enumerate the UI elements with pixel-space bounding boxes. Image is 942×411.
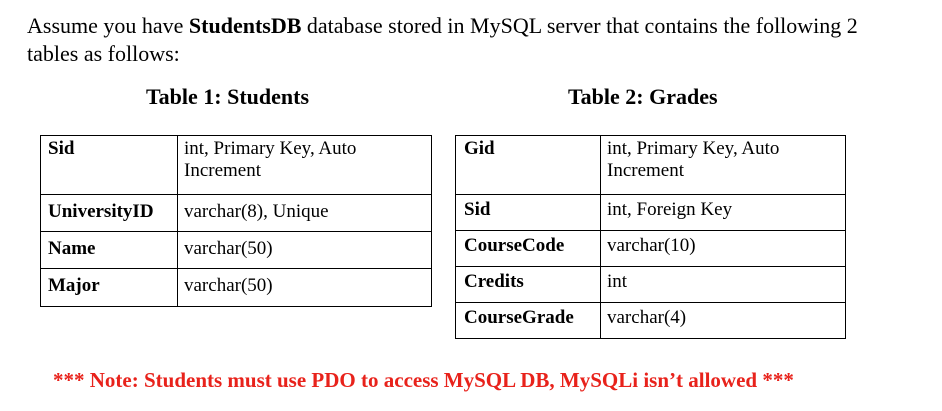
table-row <box>41 269 432 307</box>
field-type: varchar(10) <box>601 231 846 267</box>
table1-caption: Table 1: Students <box>146 84 310 109</box>
field-type: int, Primary Key, Auto Increment <box>601 136 846 195</box>
table-row <box>456 267 846 303</box>
database-name: StudentsDB <box>188 13 302 38</box>
intro-text-2: database stored in MySQL server that contains the following 2 tables as follows: <box>27 13 858 66</box>
students-table <box>40 135 432 307</box>
field-name: CourseGrade <box>456 303 601 339</box>
field-name: UniversityID <box>41 195 178 232</box>
field-type: int, Primary Key, Auto Increment <box>178 136 432 195</box>
table-row <box>456 231 846 267</box>
table2-caption: Table 2: Grades <box>568 84 718 109</box>
field-name: Sid <box>41 136 178 195</box>
table-row <box>456 136 846 195</box>
field-name: Major <box>41 269 178 307</box>
field-name: CourseCode <box>456 231 601 267</box>
grades-table <box>455 135 846 339</box>
field-name: Gid <box>456 136 601 195</box>
table-row <box>41 232 432 269</box>
pdo-note: *** Note: Students must use PDO to access MySQL DB, MySQLi isn’t allowed *** <box>53 368 794 392</box>
table-row <box>456 195 846 231</box>
field-type: varchar(50) <box>178 269 432 307</box>
table-row <box>456 303 846 339</box>
field-type: int <box>601 267 846 303</box>
field-name: Credits <box>456 267 601 303</box>
intro-paragraph <box>27 12 907 68</box>
field-type: varchar(4) <box>601 303 846 339</box>
field-type: varchar(50) <box>178 232 432 269</box>
table-row <box>41 195 432 232</box>
field-name: Sid <box>456 195 601 231</box>
intro-text-1: Assume you have <box>27 13 189 38</box>
table-row <box>41 136 432 195</box>
field-type: varchar(8), Unique <box>178 195 432 232</box>
field-name: Name <box>41 232 178 269</box>
field-type: int, Foreign Key <box>601 195 846 231</box>
